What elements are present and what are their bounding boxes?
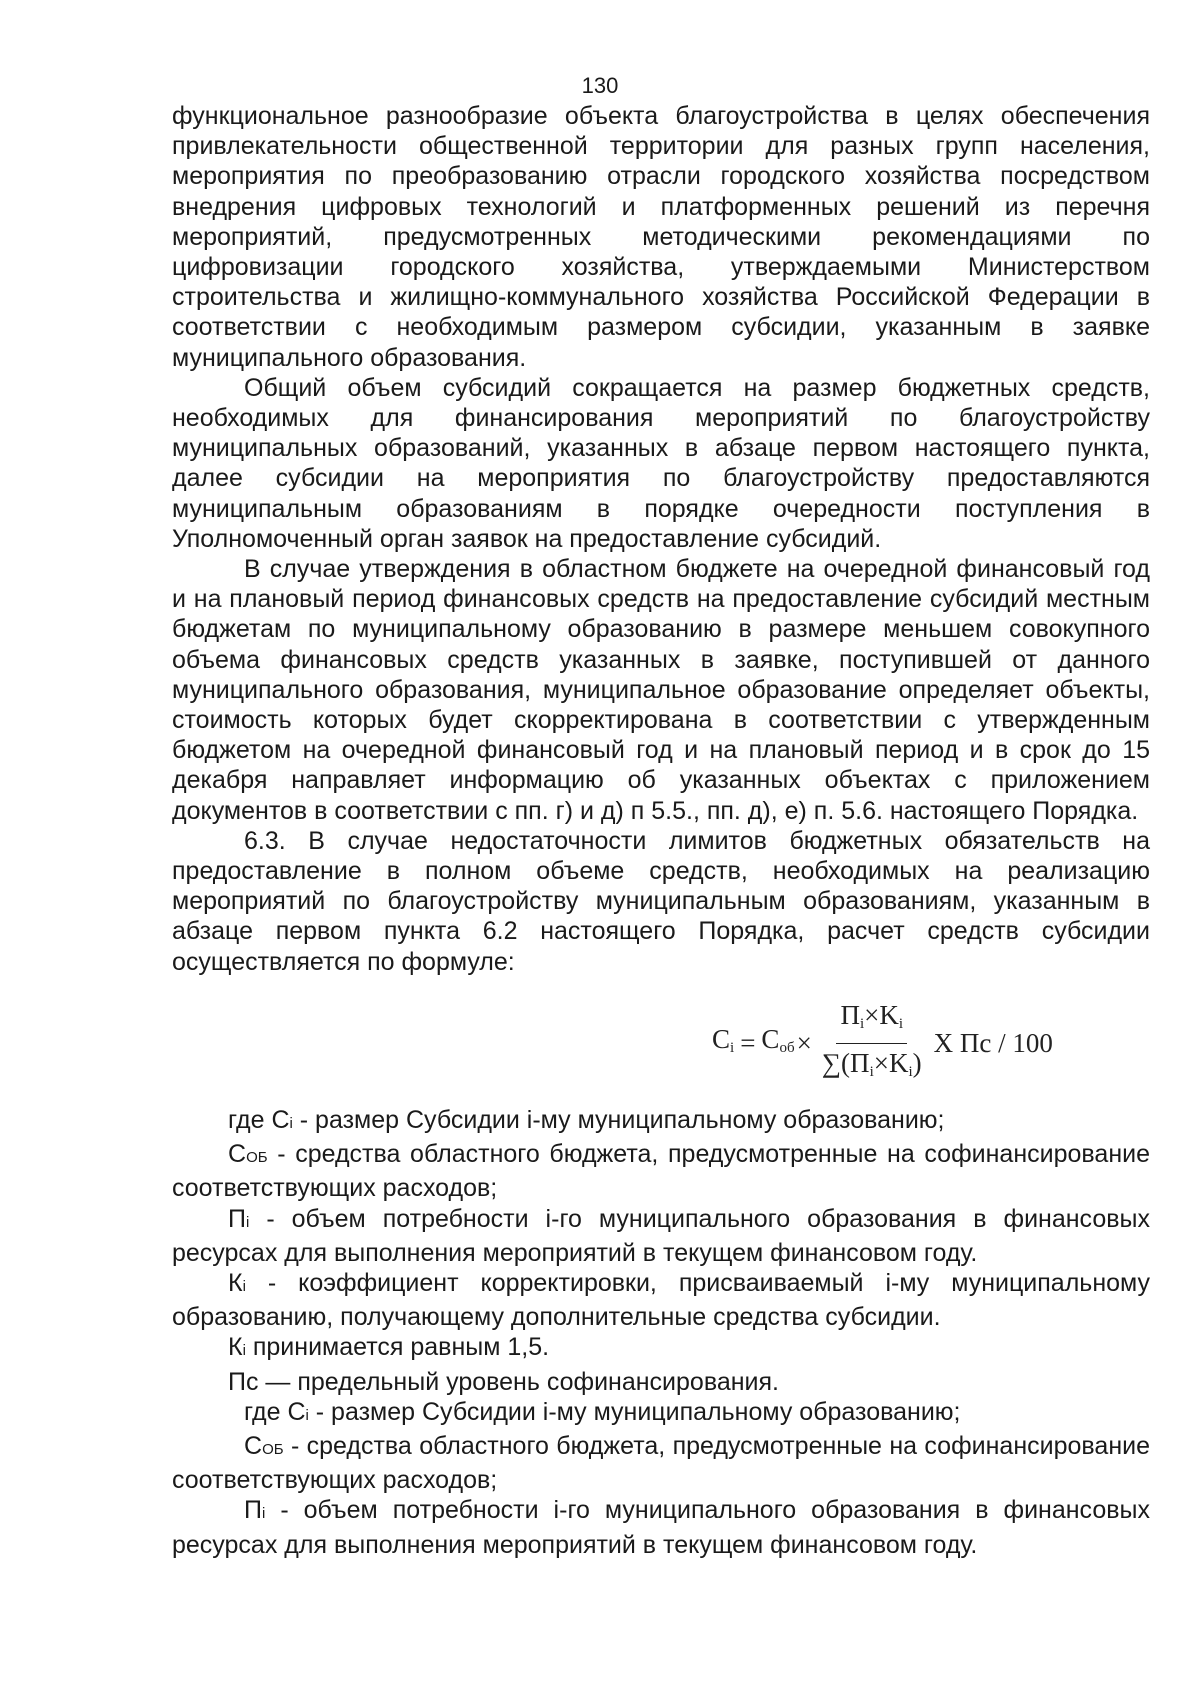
formula-fraction <box>818 999 926 1088</box>
legend-ci-repeat: где Ci - размер Субсидии i-му муниципальному образованию; <box>244 1397 961 1426</box>
legend-pi-repeat: Пi - объем потребности i-го муниципального образования в финансовых ресурсах для выполнения мероприятий в текущем финансовом году. <box>172 1496 1150 1559</box>
formula-tail: Х Пс / 100 <box>933 1028 1053 1059</box>
formula-c-ob: $C_{об}$ <box>761 1023 795 1056</box>
legend-ci: где Ci - размер Субсидии i-му муниципальному образованию; <box>228 1105 945 1134</box>
formula-denominator: $\sum(П_i\times K_i)$ <box>821 1047 922 1080</box>
formula-lhs: $C_i$ <box>712 1023 735 1056</box>
formula-equals: = <box>740 1028 756 1059</box>
document-body <box>172 101 1150 1560</box>
formula-times: × <box>796 1028 812 1059</box>
formula-expression <box>712 999 1053 1088</box>
legend-ki-value: Кi принимается равным 1,5. <box>228 1333 550 1362</box>
legend-pi: Пi - объем потребности i-го муниципального образования в финансовых ресурсах для выполнения мероприятий в текущем финансовом году. <box>172 1204 1150 1267</box>
subsidy-formula <box>172 977 1150 1105</box>
formula-numerator: $П_i\times K_i$ <box>836 999 907 1044</box>
formula-legend <box>172 1105 1150 1560</box>
legend-cob: CОБ - средства областного бюджета, предусмотренные на софинансирование соответствующих расходов; <box>172 1140 1150 1203</box>
legend-ki: Кi - коэффициент корректировки, присваиваемый i-му муниципальному образованию, получающему дополнительные средства субсидии. <box>172 1268 1150 1332</box>
legend-pc: Пс — предельный уровень софинансирования. <box>228 1367 779 1396</box>
legend-cob-repeat: CОБ - средства областного бюджета, предусмотренные на софинансирование соответствующих расходов; <box>172 1431 1150 1495</box>
paragraph-2: Общий объем субсидий сокращается на размер бюджетных средств, необходимых для финансирования мероприятий по благоустройству муниципальных образований, указанных в абзаце первом настоящего пункта, далее субсидии на мероприятия по благоустройству предоставляются муниципальным образованиям в порядке очередности поступления в Уполномоченный орган заявок на предоставление субсидий. <box>172 373 1150 553</box>
paragraph-1: функциональное разнообразие объекта благоустройства в целях обеспечения привлекательности общественной территории для разных групп населения, мероприятия по преобразованию отрасли городского хозяйства посредством внедрения цифровых технологий и платформенных решений из перечня мероприятий, предусмотренных методическими рекомендациями по цифровизации городского хозяйства, утверждаемыми Министерством строительства и жилищно-коммунального хозяйства Российской Федерации в соответствии с необходимым размером субсидии, указанным в заявке муниципального образования. <box>172 102 1150 372</box>
paragraph-6-3: 6.3. В случае недостаточности лимитов бюджетных обязательств на предоставление в полном объеме средств, необходимых на реализацию мероприятий по благоустройству муниципальным образованиям, указанным в абзаце первом пункта 6.2 настоящего Порядка, расчет средств субсидии осуществляется по формуле: <box>172 826 1150 976</box>
page-number: 130 <box>581 73 619 98</box>
paragraph-3: В случае утверждения в областном бюджете на очередной финансовый год и на плановый период финансовых средств на предоставление субсидий местным бюджетам по муниципальному образованию в размере меньшем совокупного объема финансовых средств указанных в заявке, поступившей от данного муниципального образования, муниципальное образование определяет объекты, стоимость которых будет скорректирована в соответствии с утвержденным бюджетом на очередной финансовый год и на плановый период и в срок до 15 декабря направляет информацию об указанных объектах с приложением документов в соответствии с пп. г) и д) п 5.5., пп. д), е) п. 5.6. настоящего Порядка. <box>172 555 1150 825</box>
